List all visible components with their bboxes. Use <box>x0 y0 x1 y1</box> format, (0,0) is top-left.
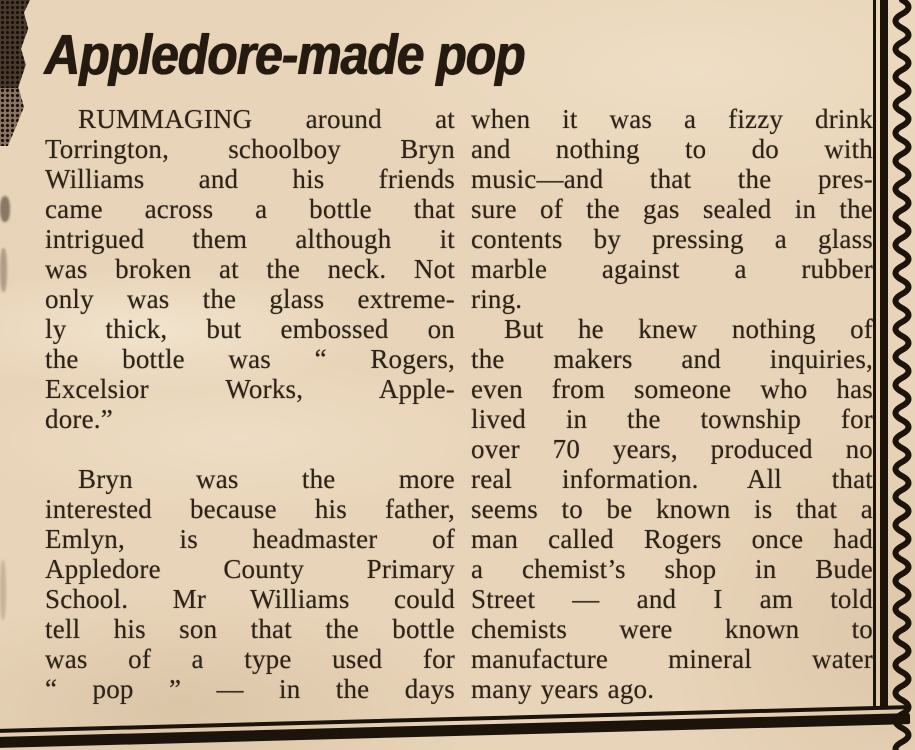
text-line: sure of the gas sealed in the <box>471 194 873 224</box>
right-rule <box>873 0 888 708</box>
text-line: many years ago. <box>471 674 655 704</box>
text-line: Excelsior Works, Apple- <box>45 374 455 404</box>
text-line: the bottle was “ Rogers, <box>45 344 455 374</box>
text-line: contents by pressing a glass <box>471 224 873 254</box>
text-line: interested because his father, <box>45 494 455 524</box>
text-line: But he knew nothing of <box>504 314 873 344</box>
text-line: was of a type used for <box>45 644 455 674</box>
article-column-left <box>45 104 455 704</box>
text-line: chemists were known to <box>471 614 873 644</box>
text-line: ly thick, but embossed on <box>45 314 455 344</box>
text-line: dore.” <box>45 404 113 434</box>
text-line: marble against a rubber <box>471 254 873 284</box>
text-line: came across a bottle that <box>45 194 455 224</box>
text-line: intrigued them although it <box>45 224 455 254</box>
text-line: the makers and inquiries, <box>471 344 873 374</box>
text-line: seems to be known is that a <box>471 494 873 524</box>
text-line: manufacture mineral water <box>471 644 873 674</box>
halftone-smudge <box>0 0 30 90</box>
text-line: over 70 years, produced no <box>471 434 873 464</box>
text-line: man called Rogers once had <box>471 524 873 554</box>
text-line: “ pop ” — in the days <box>45 674 455 704</box>
text-line: music—and that the pres- <box>471 164 873 194</box>
text-line: Street — and I am told <box>471 584 873 614</box>
halftone-smudge <box>0 88 26 146</box>
text-line: real information. All that <box>471 464 873 494</box>
ink-smudge <box>0 248 7 292</box>
text-line: only was the glass extreme- <box>45 284 455 314</box>
text-line: a chemist’s shop in Bude <box>471 554 873 584</box>
text-line: and nothing to do with <box>471 134 873 164</box>
text-line: Williams and his friends <box>45 164 455 194</box>
text-line: even from someone who has <box>471 374 873 404</box>
text-line: when it was a fizzy drink <box>471 104 873 134</box>
text-line: Appledore County Primary <box>45 554 455 584</box>
text-line: ring. <box>471 284 523 314</box>
text-line: School. Mr Williams could <box>45 584 455 614</box>
text-line: Bryn was the more <box>78 464 455 494</box>
text-line: tell his son that the bottle <box>45 614 455 644</box>
bottom-rule <box>0 705 910 748</box>
article-headline: Appledore-made pop <box>44 23 525 87</box>
wavy-edge-decoration <box>891 0 915 750</box>
text-line: Torrington, schoolboy Bryn <box>45 134 455 164</box>
ink-smudge <box>0 196 10 222</box>
text-line: RUMMAGING around at <box>78 104 455 134</box>
text-line: Emlyn, is headmaster of <box>45 524 455 554</box>
text-line: lived in the township for <box>471 404 873 434</box>
ink-smudge <box>0 560 6 620</box>
text-line: was broken at the neck. Not <box>45 254 455 284</box>
article-body <box>45 104 873 704</box>
article-column-right <box>471 104 873 704</box>
